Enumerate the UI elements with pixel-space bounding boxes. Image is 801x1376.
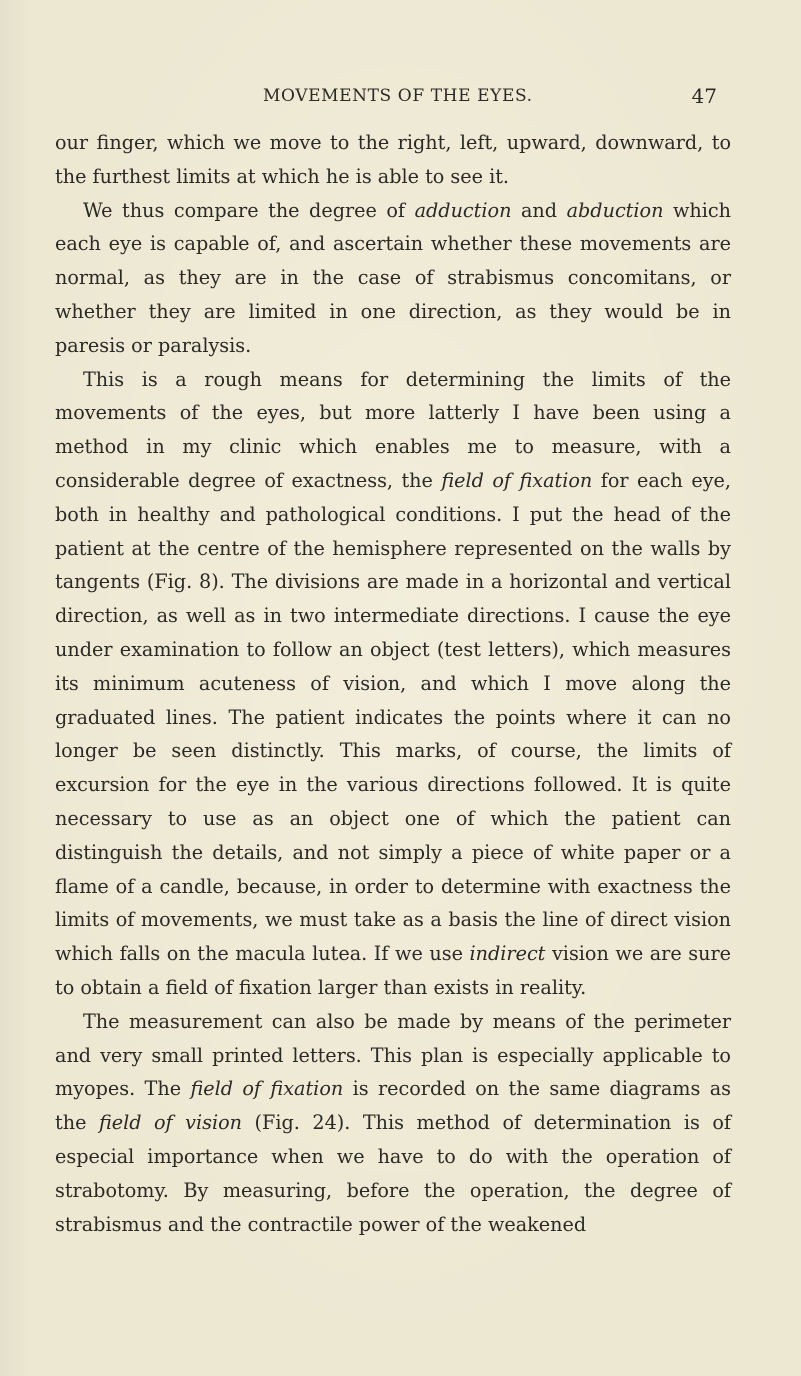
body-text [55,126,731,1241]
paragraph-3-text-3: vision we are sure to obtain a field of fixation larger than exists in reality. [55,942,731,999]
paragraph-4 [55,1005,731,1242]
term-abduction: abduction [566,198,664,222]
paragraph-4-text-3: (Fig. 24). This method of determination is of especial importance when we have to do with the operation of strabotomy. By measuring, before the operation, the degree of strabismus and the contractile power of the weakened [55,1111,732,1236]
running-head-title: MOVEMENTS OF THE EYES. [263,86,533,106]
term-field-of-fixation: field of fixation [441,468,593,492]
paragraph-1: our finger, which we move to the right, left, upward, downward, to the furthest limits at which he is able to see it. [55,131,731,188]
paragraph-2 [55,194,731,363]
term-adduction: adduction [414,198,512,222]
page-number: 47 [691,84,717,108]
paragraph-2-text-1: We thus compare the degree of [83,198,415,222]
term-field-of-fixation-2: field of fixation [190,1077,344,1101]
running-head [263,86,723,110]
paragraph-3 [55,363,731,1005]
paragraph-3-text-1: This is a rough means for determining the limits of the movements of the eyes, but more latterly I have been using a method in my clinic which enables me to measure, with a considerable degree of exactness, the [55,367,731,492]
term-field-of-vision: field of vision [98,1111,243,1135]
paragraph-4-text-2: is recorded on the same diagrams as the [55,1077,731,1135]
paragraph-2-text-3: which each eye is capable of, and ascertain whether these movements are normal, as they are in the case of strabismus concomitans, or whether they are limited in one direction, as they would be in paresis or paralysis. [55,198,732,357]
paragraph-4-text-1: The measurement can also be made by means of the perimeter and very small printed letters. This plan is especially applicable to myopes. The [55,1009,731,1101]
term-indirect: indirect [469,942,546,966]
paragraph-2-text-2: and [511,198,567,222]
paragraph-3-text-2: for each eye, both in healthy and pathological conditions. I put the head of the patient at the centre of the hemisphere represented on the walls by tangents (Fig. 8). The divisions are made in a horizontal and vertical direction, as well as in two intermediate directions. I cause the eye under examination to follow an object (test letters), which measures its minimum acuteness of vision, and which I move along the graduated lines. The patient indicates the points where it can no longer be seen distinctly. This marks, of course, the limits of excursion for the eye in the various directions followed. It is quite necessary to use as an object one of which the patient can distinguish the details, and not simply a piece of white paper or a flame of a candle, because, in order to determine with exactness the limits of movements, we must take as a basis the line of direct vision which falls on the macula lutea. If we use [55,468,731,966]
